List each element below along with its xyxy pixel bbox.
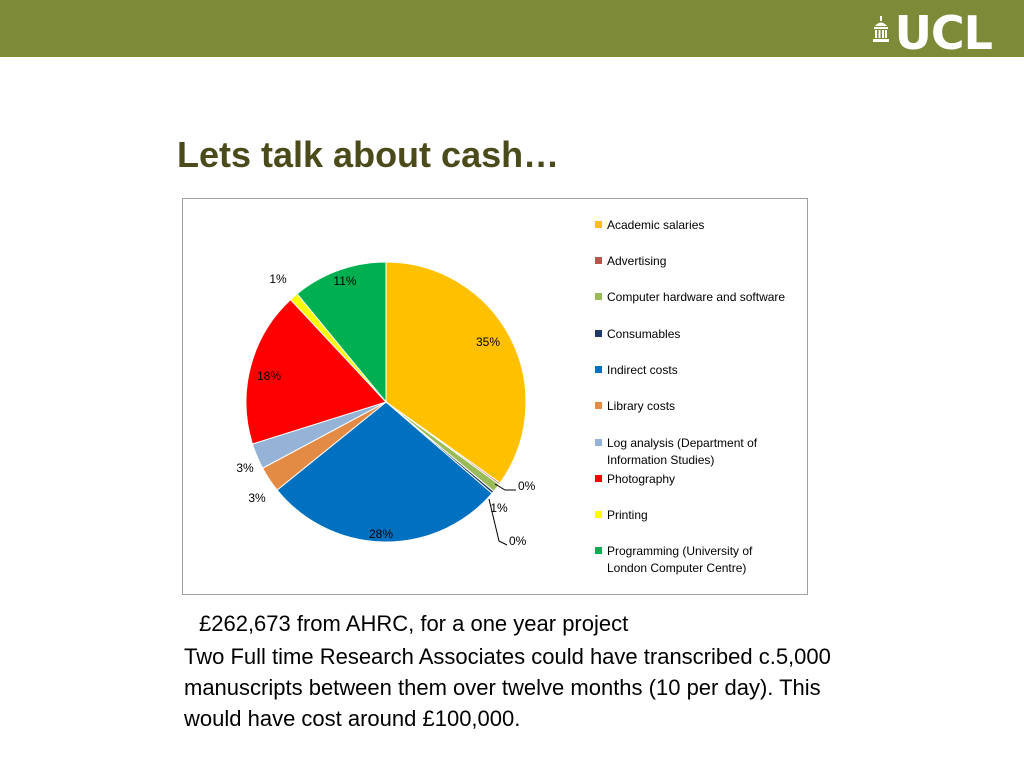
cost-paragraph: Two Full time Research Associates could have transcribed c.5,000 manuscripts between them over twelve months (10 per day). This would have cost around £100,000.	[184, 644, 831, 731]
legend-swatch	[595, 221, 602, 228]
data-label-7: 18%	[256, 369, 282, 383]
portico-icon	[873, 16, 889, 42]
legend-swatch	[595, 330, 602, 337]
legend-item	[595, 543, 800, 577]
data-label-8: 1%	[269, 272, 287, 286]
legend-item	[595, 217, 800, 234]
legend-item	[595, 398, 800, 415]
legend-label: Programming (University of London Computer Centre)	[607, 544, 753, 575]
legend-label: Academic salaries	[607, 218, 705, 232]
legend-swatch	[595, 366, 602, 373]
logo-text: UCL	[894, 6, 992, 60]
legend-item	[595, 362, 800, 379]
legend-label: Printing	[607, 508, 648, 522]
legend-swatch	[595, 511, 602, 518]
data-label-3: 0%	[509, 534, 527, 548]
legend-item	[595, 435, 800, 469]
legend-label: Computer hardware and software	[607, 290, 786, 304]
legend-label: Photography	[607, 472, 676, 486]
legend-item	[595, 471, 800, 488]
data-label-4: 28%	[368, 527, 394, 541]
data-label-2: 1%	[490, 501, 508, 515]
legend-item	[595, 289, 800, 306]
legend-swatch	[595, 293, 602, 300]
funding-line: £262,673 from AHRC, for a one year project	[199, 611, 629, 636]
data-label-9: 11%	[333, 274, 357, 288]
legend-swatch	[595, 402, 602, 409]
header-bar	[0, 0, 1024, 60]
data-label-6: 3%	[236, 461, 254, 475]
pie-chart	[182, 198, 808, 595]
legend-swatch	[595, 475, 602, 482]
legend-swatch	[595, 439, 602, 446]
legend-item	[595, 326, 800, 343]
data-label-5: 3%	[248, 491, 266, 505]
legend-label: Consumables	[607, 327, 681, 341]
slide-title: Lets talk about cash…	[177, 134, 560, 175]
data-label-0: 35%	[475, 335, 501, 349]
legend-label: Library costs	[607, 399, 676, 413]
legend-swatch	[595, 257, 602, 264]
legend-swatch	[595, 547, 602, 554]
data-label-1: 0%	[518, 479, 536, 493]
legend-label: Advertising	[607, 254, 667, 268]
legend-item	[595, 507, 800, 524]
legend-item	[595, 253, 800, 270]
legend-label: Log analysis (Department of Information Studies)	[607, 436, 758, 467]
legend-label: Indirect costs	[607, 363, 678, 377]
ucl-logo	[873, 6, 992, 60]
